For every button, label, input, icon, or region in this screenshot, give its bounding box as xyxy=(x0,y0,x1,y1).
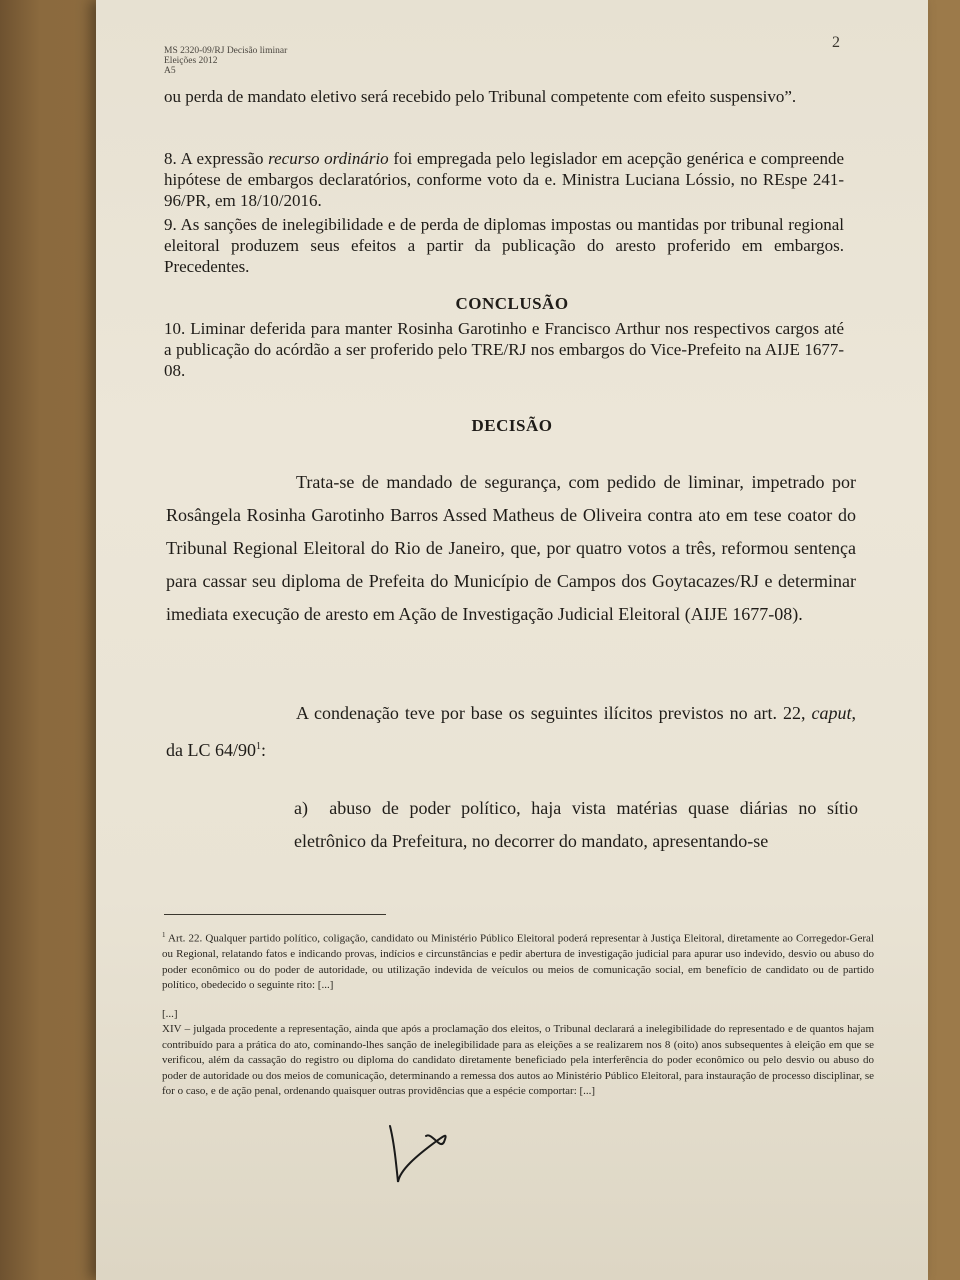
document-code: A5 xyxy=(164,66,176,76)
document-page xyxy=(96,0,928,1280)
election-year: Eleições 2012 xyxy=(164,56,218,66)
footnote-1 xyxy=(162,928,874,994)
conclusion-heading: CONCLUSÃO xyxy=(455,294,569,313)
ementa-item-10: 10. Liminar deferida para manter Rosinha Garotinho e Francisco Arthur nos respectivos cargos até a publicação do acórdão a ser proferido pelo TRE/RJ nos embargos do Vice-Prefeito na AIJE 1677-08. xyxy=(164,319,844,380)
ementa-continuation: ou perda de mandato eletivo será recebido pelo Tribunal competente com efeito suspensivo”. xyxy=(164,87,797,106)
footnote-marker: 1 xyxy=(162,931,166,939)
ementa-item-8 xyxy=(164,148,844,211)
decision-paragraph-2 xyxy=(166,697,856,767)
paragraph-2-colon: : xyxy=(261,740,267,760)
item-8-number: 8. xyxy=(164,149,177,168)
case-reference: MS 2320-09/RJ Decisão liminar xyxy=(164,46,288,56)
footnote-ellipsis: [...] xyxy=(162,1008,178,1020)
footnote-reference[interactable]: 1 xyxy=(256,741,261,752)
document-header xyxy=(164,46,287,76)
item-8-text-end: foi empregada pelo legislador em acepção genérica e compreende hipótese de embargos declaratórios, conforme voto da e. Ministra Luciana Lóssio, no REspe 241-96/PR, em 18/10/2016. xyxy=(164,149,844,210)
footnote-article-text: Art. 22. Qualquer partido político, coligação, candidato ou Ministério Público Eleitoral poderá representar à Justiça Eleitoral, diretamente ao Corregedor-Geral ou Regional, relatando fatos e indicando provas, indícios e circunstâncias e pedir abertura de investigação judicial para apurar uso indevido, desvio ou abuso do poder econômico ou do poder de autoridade, ou utilização indevida de veículos ou meios de comunicação social, em benefício de candidato ou de partido político, obedecido o seguinte rito: [...] xyxy=(162,932,874,992)
footnote-item-xiv: XIV – julgada procedente a representação, ainda que após a proclamação dos eleitos, o Tribunal declarará a inelegibilidade do representado e de quantos hajam contribuído para a prática do ato, cominando-lhes sanção de inelegibilidade para as eleições a se realizarem nos 8 (oito) anos subsequentes à eleição em que se verificou, além da cassação do registro ou diploma do candidato diretamente beneficiado pela interferência do poder econômico ou pelo desvio ou abuso do poder de autoridade ou dos meios de comunicação, determinando a remessa dos autos ao Ministério Público Eleitoral, para instauração de processo disciplinar, se for o caso, e de ação penal, ordenando quaisquer outras providências que a espécie comportar: [...] xyxy=(162,1023,874,1097)
page-number: 2 xyxy=(832,34,840,51)
law-reference: , da LC 64/90 xyxy=(166,703,856,760)
decision-paragraph-1: Trata-se de mandado de segurança, com pedido de liminar, impetrado por Rosângela Rosinha Garotinho Barros Assed Matheus de Oliveira contra ato em tese coator do Tribunal Regional Eleitoral do Rio de Janeiro, que, por quatro votos a três, reformou sentença para cassar seu diploma de Prefeita do Município de Campos dos Goytacazes/RJ e determinar imediata execução de aresto em Ação de Investigação Judicial Eleitoral (AIJE 1677-08). xyxy=(166,472,856,624)
list-item-a: a) abuso de poder político, haja vista matérias quase diárias no sítio eletrônico da Prefeitura, no decorrer do mandato, apresentando-se xyxy=(294,798,858,851)
item-8-emphasis: recurso ordinário xyxy=(268,149,389,168)
caput-emphasis: caput xyxy=(811,703,852,723)
decision-heading: DECISÃO xyxy=(471,416,553,435)
item-8-text-start: A expressão xyxy=(180,149,264,168)
handwritten-signature xyxy=(386,1112,556,1197)
ementa-item-9: 9. As sanções de inelegibilidade e de perda de diplomas impostas ou mantidas por tribunal regional eleitoral produzem seus efeitos a partir da publicação do aresto proferido em embargos. Precedentes. xyxy=(164,215,844,276)
footnote-separator xyxy=(164,914,386,915)
paragraph-2-text: A condenação teve por base os seguintes ilícitos previstos no art. 22, xyxy=(296,703,806,723)
